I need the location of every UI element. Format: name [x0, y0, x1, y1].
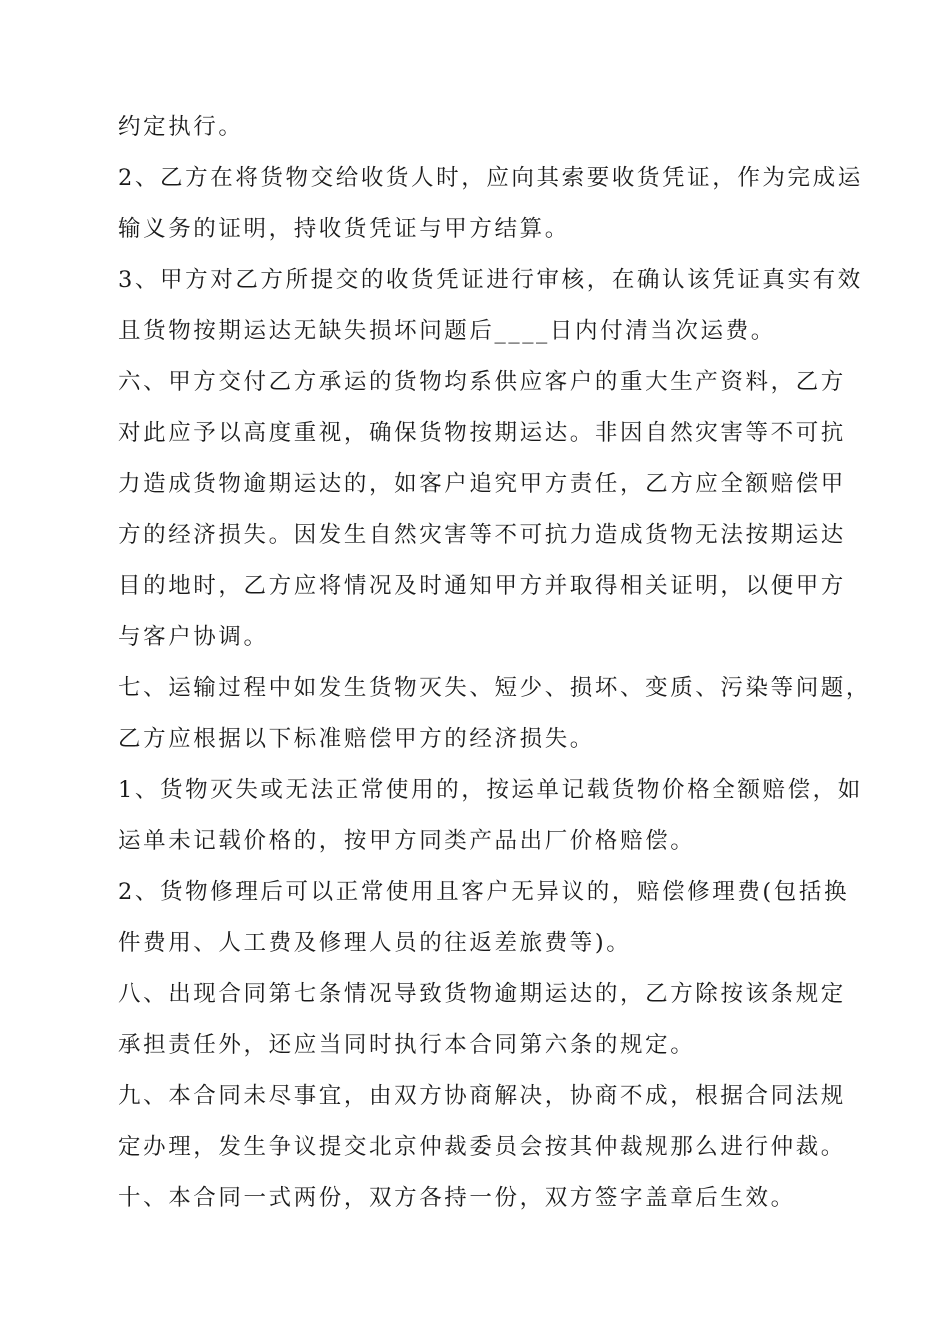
text-line: 承担责任外，还应当同时执行本合同第六条的规定。 [118, 1032, 696, 1058]
text-line: 六、甲方交付乙方承运的货物均系供应客户的重大生产资料，乙方 [118, 369, 846, 395]
text-line: 输义务的证明，持收货凭证与甲方结算。 [118, 216, 570, 242]
text-line: 1、货物灭失或无法正常使用的，按运单记载货物价格全额赔偿，如 [118, 777, 863, 803]
text-line: 2、货物修理后可以正常使用且客户无异议的，赔偿修理费(包括换 [118, 879, 850, 905]
text-line: 对此应予以高度重视，确保货物按期运达。非因自然灾害等不可抗 [118, 420, 846, 446]
text-line: 目的地时，乙方应将情况及时通知甲方并取得相关证明，以便甲方 [118, 573, 846, 599]
text-line: 乙方应根据以下标准赔偿甲方的经济损失。 [118, 726, 595, 752]
text-line: 九、本合同未尽事宜，由双方协商解决，协商不成，根据合同法规 [118, 1083, 846, 1109]
text-line: 2、乙方在将货物交给收货人时，应向其索要收货凭证，作为完成运 [118, 165, 863, 191]
text-line: 3、甲方对乙方所提交的收货凭证进行审核，在确认该凭证真实有效 [118, 267, 863, 293]
text-line: 约定执行。 [118, 114, 244, 140]
text-line: 且货物按期运达无缺失损坏问题后____日内付清当次运费。 [118, 318, 776, 344]
document-body [118, 102, 872, 1224]
text-line: 八、出现合同第七条情况导致货物逾期运达的，乙方除按该条规定 [118, 981, 846, 1007]
text-line: 方的经济损失。因发生自然灾害等不可抗力造成货物无法按期运达 [118, 522, 846, 548]
text-line: 力造成货物逾期运达的，如客户追究甲方责任，乙方应全额赔偿甲 [118, 471, 846, 497]
text-line: 定办理，发生争议提交北京仲裁委员会按其仲裁规那么进行仲裁。 [118, 1134, 846, 1160]
text-line: 与客户协调。 [118, 624, 269, 650]
text-line: 十、本合同一式两份，双方各持一份，双方签字盖章后生效。 [118, 1185, 796, 1211]
text-line: 运单未记载价格的，按甲方同类产品出厂价格赔偿。 [118, 828, 696, 854]
text-line: 件费用、人工费及修理人员的往返差旅费等)。 [118, 930, 632, 956]
text-line: 七、运输过程中如发生货物灭失、短少、损坏、变质、污染等问题， [118, 675, 872, 701]
